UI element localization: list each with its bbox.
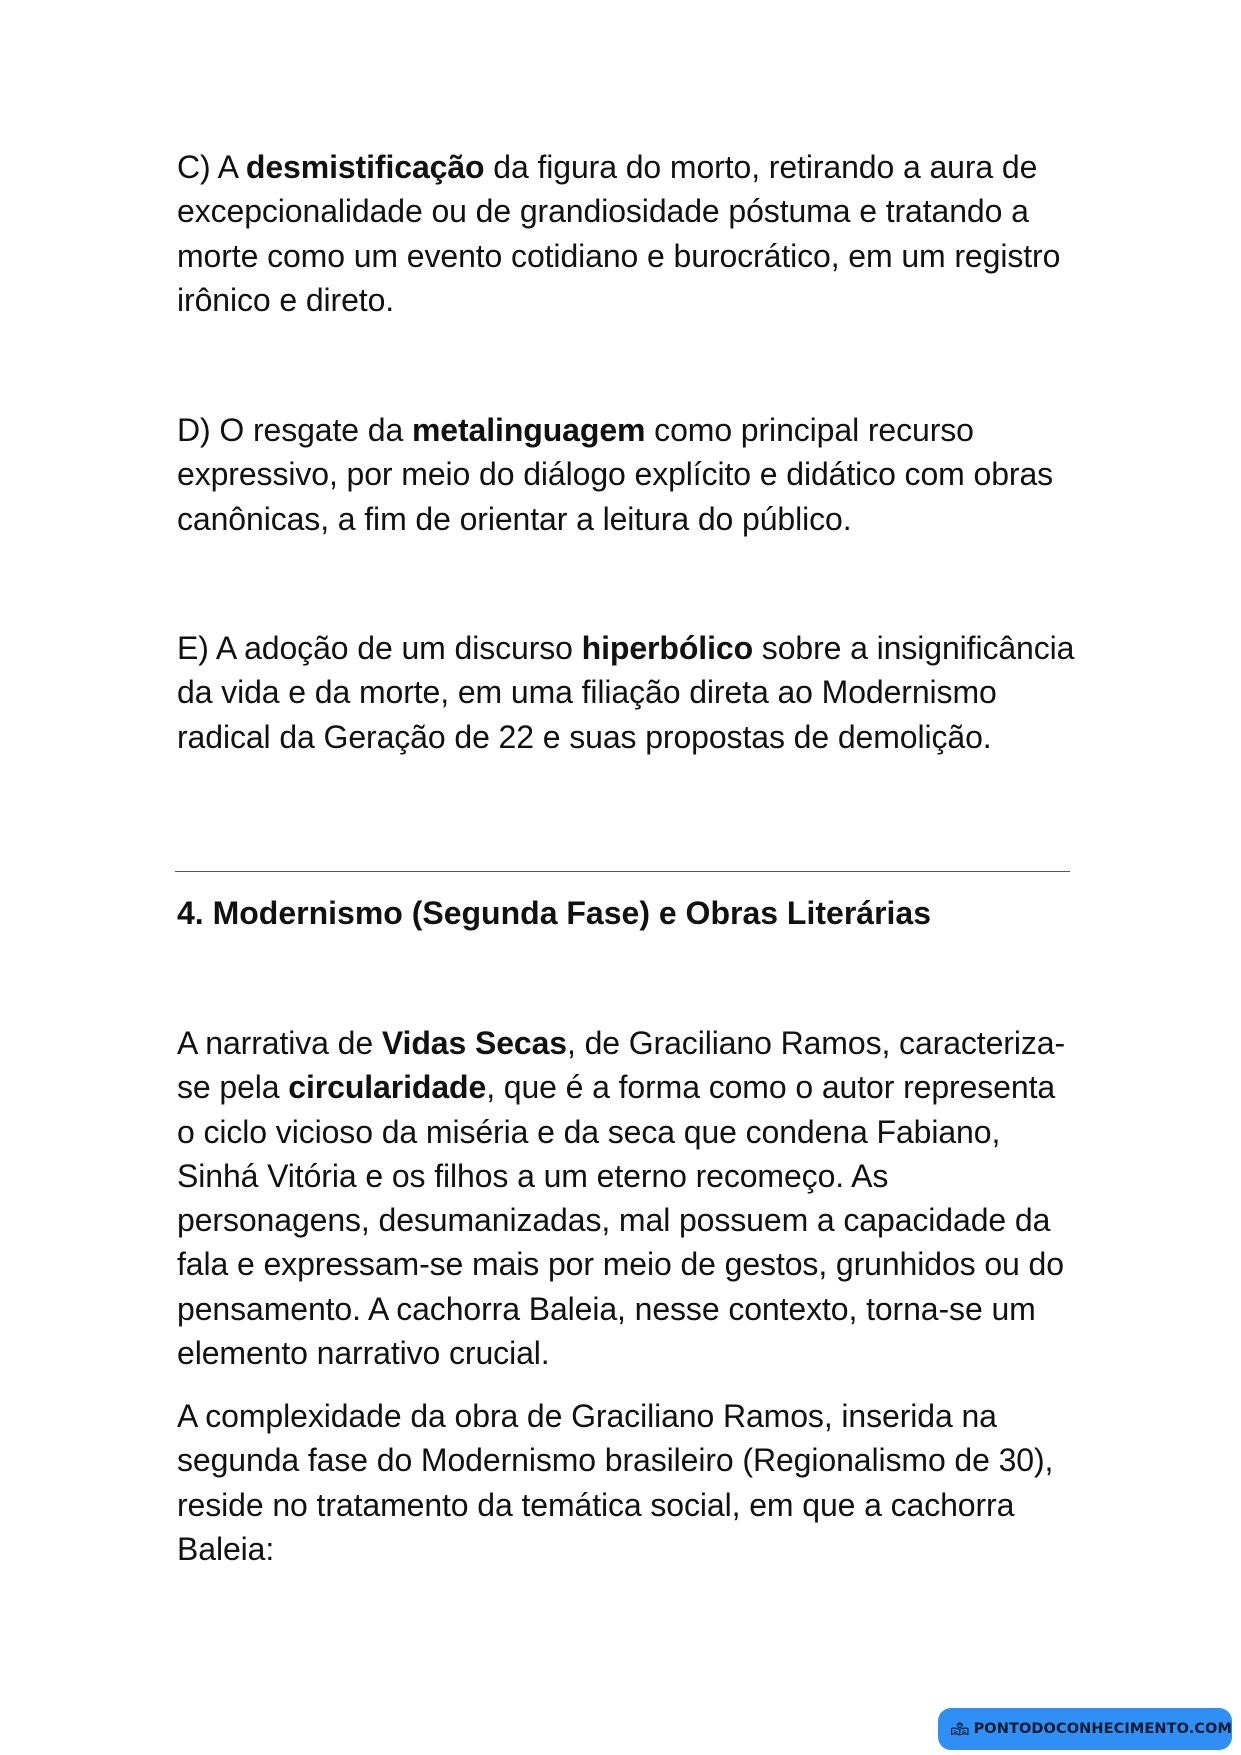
option-e bbox=[177, 626, 1077, 759]
option-d-keyword: metalinguagem bbox=[411, 412, 646, 448]
option-d-prefix: D) O resgate da bbox=[177, 412, 412, 448]
watermark-label: PONTODOCONHECIMENTO.COM bbox=[973, 1721, 1232, 1737]
option-c-keyword: desmistificação bbox=[245, 149, 485, 185]
book-reader-icon bbox=[950, 1716, 970, 1742]
body1-keyword-1: Vidas Secas bbox=[381, 1025, 567, 1061]
section-divider bbox=[175, 871, 1070, 872]
body1-text-2: , de Graciliano Ramos, caracteriza-se pela bbox=[177, 1025, 1066, 1106]
body1-text-1: A narrativa de bbox=[177, 1025, 382, 1061]
body1-keyword-2: circularidade bbox=[288, 1069, 487, 1106]
option-d bbox=[177, 408, 1077, 541]
option-c-text: da figura do morto, retirando a aura de excepcionalidade ou de grandiosidade póstuma e tratando a morte como um evento cotidiano e burocrático, em um registro irônico e direto. bbox=[177, 149, 1061, 318]
option-d-text: como principal recurso expressivo, por meio do diálogo explícito e didático com obras canônicas, a fim de orientar a leitura do público. bbox=[177, 412, 1054, 537]
body1-text-3: , que é a forma como o autor representa o ciclo vicioso da miséria e da seca que condena Fabiano, Sinhá Vitória e os filhos a um eterno recomeço. As personagens, desumanizadas, mal possuem a capacidade da fala e expressam-se mais por meio de gestos, grunhidos ou do pensamento. A cachorra Baleia, nesse contexto, torna-se um elemento narrativo crucial. bbox=[177, 1069, 1064, 1372]
option-c-prefix: C) A bbox=[177, 149, 246, 185]
option-c bbox=[177, 145, 1077, 322]
watermark-badge bbox=[938, 1708, 1232, 1750]
body-paragraph-2: A complexidade da obra de Graciliano Ramos, inserida na segunda fase do Modernismo brasileiro (Regionalismo de 30), reside no tratamento da temática social, em que a cachorra Baleia: bbox=[177, 1398, 1054, 1567]
body-paragraph-1 bbox=[177, 1021, 1077, 1375]
section-title: 4. Modernismo (Segunda Fase) e Obras Literárias bbox=[177, 895, 931, 931]
option-e-prefix: E) A adoção de um discurso bbox=[177, 630, 582, 666]
option-e-keyword: hiperbólico bbox=[581, 630, 754, 666]
option-e-text: sobre a insignificância da vida e da morte, em uma filiação direta ao Modernismo radical da Geração de 22 e suas propostas de demolição. bbox=[177, 630, 1075, 755]
